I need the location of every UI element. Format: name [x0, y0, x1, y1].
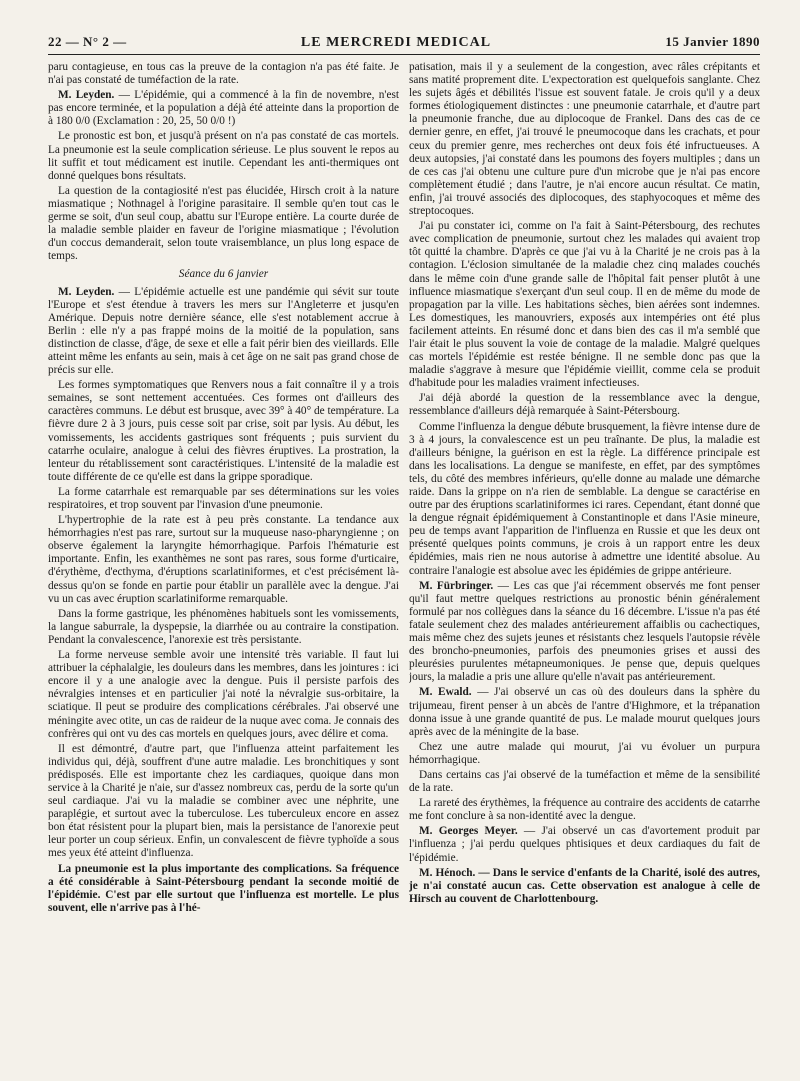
- paragraph: Le pronostic est bon, et jusqu'à présent on n'a pas constaté de cas mortels. La pneumonie est la seule complication sérieuse. Le plus souvent le repos au lit suffit et tout médicament est inutile. Cependant les anti-thermiques ont donné quelques bons résultats.: [48, 130, 399, 182]
- page-header: [48, 34, 760, 55]
- paragraph: [409, 580, 760, 685]
- paragraph: [409, 686, 760, 738]
- paragraph: La pneumonie est la plus importante des complications. Sa fréquence a été considérable à Saint-Pétersbourg pendant la seconde moitié de l'épidémie. C'est par elle surtout que l'influenza est mortelle. Le plus souvent, elle n'arrive pas à l'hé-: [48, 862, 399, 914]
- page-number: 22 — N° 2 —: [48, 34, 127, 49]
- journal-title: LE MERCREDI MEDICAL: [300, 35, 492, 50]
- speaker-name: M. Leyden.: [58, 89, 115, 102]
- paragraph: [48, 286, 399, 378]
- paragraph-text: — Dans le service d'enfants de la Charité, isolé des autres, je n'ai constaté aucun cas. Cette observation est analogue à celle de Hirsch au couvent de Charlottenbourg.: [409, 866, 760, 905]
- paragraph: patisation, mais il y a seulement de la congestion, avec râles crépitants et sans matité proprement dite. L'expectoration est quelquefois sanglante. Chez les sujets âgés et débilités l'issue est souvent fatale. Je crois qu'il y a deux formes étiologiquement distinctes : une pneumonie catarrhale, et d'autre part la pneumonie franche, due au diplocoque de Frankel. Dans des cas de ce dernier genre, en effet, j'ai trouvé le pneumocoque dans les crachats, et pour ceux du premier genre, mes recherches ont deux fois été infructueuses. A deux autopsies, j'ai constaté dans les poumons des foyers multiples ; dans un de ces cas j'ai obtenu une culture pure d'un microbe que je n'ai pas encore complètement étudié ; dans l'autre, je n'ai encore aucun résultat. Ce matin, enfin, j'ai trouvé associés des diplocoques, des staphyocoques et même des streptocoques.: [409, 61, 760, 218]
- paragraph-text: — L'épidémie actuelle est une pandémie qui sévit sur toute l'Europe et s'est étendue à travers les mers sur l'Angleterre et jusqu'en Amérique. Depuis notre dernière séance, elle s'est notablement accrue à Berlin : elle n'y a pas frappé moins de la moitié de la population, sans distinction de classe, d'âge, de sexe et elle a fait périr bien des vieillards. Elle atteint même les enfants au sein, mais à cet âge on ne sait pas grand chose de précis sur elle.: [48, 285, 399, 377]
- paragraph-text: — J'ai observé un cas où des douleurs dans la sphère du trijumeau, firent penser à un abcès de l'antre d'Highmore, et la trépanation donna issue à une grande quantité de pus. Le malade mourut quelques jours après avec de la méningite de la base.: [409, 686, 760, 738]
- section-heading: Séance du 6 janvier: [178, 268, 269, 281]
- paragraph-text: — L'épidémie, qui a commencé à la fin de novembre, n'est pas encore terminée, et la population a déjà été atteinte dans la proportion de à 180 0/0 (Exclamation : 20, 25, 50 0/0 !): [48, 89, 399, 128]
- speaker-name: M. Hénoch.: [419, 866, 476, 879]
- issue-date: 15 Janvier 1890: [665, 34, 760, 49]
- left-column: [48, 61, 399, 1081]
- paragraph: [409, 867, 760, 906]
- paragraph: La question de la contagiosité n'est pas élucidée, Hirsch croit à la nature miasmatique ; Nothnagel à l'origine parasitaire. Il semble qu'en tout cas le germe se soit, d'un seul coup, abattu sur l'Europe entière. La courte durée de la maladie semble plaider en faveur de l'origine miasmatique ; l'évolution d'un coccus demanderait, selon toute vraisemblance, un plus long espace de temps.: [48, 184, 399, 263]
- paragraph: La forme catarrhale est remarquable par ses déterminations sur les voies respiratoires, et trop souvent par l'invasion d'une pneumonie.: [48, 485, 399, 511]
- paragraph: Les formes symptomatiques que Renvers nous a fait connaître il y a trois semaines, se sont nettement accentuées. Ces formes ont d'ailleurs des caractères communs. Le début est brusque, avec 39° à 40° de température. La fièvre dure 2 à 3 jours, puis cesse soit par crise, soit par lysis. Au début, les vomissements, les accidents gastriques sont fréquents ; puis survient du catarrhe oculaire, analogue à celui des fièvres éruptives. La prostration, la lenteur du rétablissement sont caractéristiques. L'intensité de la maladie est toute différente de ce qu'elle est dans la grippe sporadique.: [48, 379, 399, 483]
- paragraph-text: — J'ai observé un cas d'avortement produit par l'influenza ; j'ai perdu quelques phtisiques et deux cardiaques du fait de l'épidémie.: [409, 825, 760, 864]
- paragraph: Dans la forme gastrique, les phénomènes habituels sont les vomissements, la langue saburrale, la dyspepsie, la diarrhée ou au contraire la constipation. Pendant la convalescence, l'anorexie est très persistante.: [48, 607, 399, 646]
- paragraph: paru contagieuse, en tous cas la preuve de la contagion n'a pas été faite. Je n'ai pas constaté de tuméfaction de la rate.: [48, 61, 399, 87]
- paragraph: [48, 89, 399, 128]
- speaker-name: M. Fürbringer.: [419, 579, 494, 592]
- paragraph: L'hypertrophie de la rate est à peu près constante. La tendance aux hémorrhagies n'est pas rare, surtout sur la muqueuse naso-pharyngienne ; on observe également la laryngite hémorrhagique. Parfois l'hématurie est importante. Enfin, les exanthèmes ne sont pas rares, sous forme d'urticaire, d'érythème, d'ecthyma, d'éruptions scarlatiniformes, et c'est précisément là-dessus qu'on se fonde en partie pour établir un parallèle avec la dengue. J'ai vu un cas avec éruption scarlatiniforme remarquable.: [48, 514, 399, 605]
- paragraph: Chez une autre malade qui mourut, j'ai vu évoluer un purpura hémorrhagique.: [409, 740, 760, 766]
- paragraph: J'ai pu constater ici, comme on l'a fait à Saint-Pétersbourg, des rechutes avec complication de pneumonie, surtout chez les malades qui avaient trop tôt quitté la chambre. D'après ce que j'ai vu à la Charité je ne crois pas à la contagion. L'éclosion simultanée de la maladie chez cinq malades couchés dans le même coin d'une grande salle de l'hôpital fait penser plutôt à une influence miasmatique s'exerçant d'un seul coup. Il en de même du mode de propagation par la ville. Les habitations sèches, bien aérées sont indemnes. Les domestiques, les manouvriers, exposés aux intempéries ont été plus facilement atteints. En résumé donc et dans bien des cas il m'a semblé que l'air était le plus souvent la voie de contage de la maladie. Malgré quelques cas mortels l'épidémie est restée bénigne. Il ne semble donc pas que la maladie s'aggrave à mesure que l'épidémie vieillit, comme cela se produit d'habitude pour les maladies vraiment infectieuses.: [409, 220, 760, 390]
- paragraph-text: — Les cas que j'ai récemment observés me font penser qu'il faut mettre quelques restrictions au pronostic bénin généralement formulé par nos collègues dans la séance du 16 décembre. L'issue n'a pas été fatale seulement chez des malades antérieurement affaiblis ou cachectiques, mais même chez des sujets jeunes et résistants chez lesquels l'autopsie révèle des broncho-pneumonies, parfois des pneumonies grises et aussi des pleurésies purulentes métapneumoniques. Je pense que, depuis quelques jours, la maladie a pris une allure qu'elle n'avait pas antérieurement.: [409, 579, 760, 684]
- paragraph: Il est démontré, d'autre part, que l'influenza atteint parfaitement les individus qui, déjà, souffrent d'une autre maladie. Les bronchitiques y sont prédisposés. Elle est importante chez les cardiaques, quoique dans mon service à la Charité je n'aie, sur d'assez nombreux cas, perdu de la sorte qu'un seul cardiaque. J'ai vu la maladie se combiner avec une néphrite, une paraplégie, et surtout avec la tuberculose. Les tuberculeux encore en assez bon état résistent pour la plupart bien, mais la persistance de l'anorexie peut leur porter un coup sérieux. Enfin, un convalescent de fièvre typhoïde a sous mes yeux été atteint d'influenza.: [48, 742, 399, 860]
- speaker-name: M. Ewald.: [419, 686, 472, 699]
- text-columns: [48, 61, 760, 1081]
- speaker-name: M. Georges Meyer.: [419, 825, 518, 838]
- paragraph: La rareté des érythèmes, la fréquence au contraire des accidents de catarrhe me font conclure à sa non-identité avec la dengue.: [409, 797, 760, 823]
- paragraph: [409, 825, 760, 864]
- paragraph: La forme nerveuse semble avoir une intensité très variable. Il faut lui attribuer la céphalalgie, les douleurs dans les membres, dans les jointures : ici encore il y a une analogie avec la dengue. Puis il persiste parfois des névralgies intenses et en particulier j'ai noté la névralgie sus-orbitaire, la sciatique. Il peut se produire des complications cérébrales. J'ai observé une méningite avec otite, un cas de raideur de la nuque avec coma. Je connais des confrères qui ont vu des cas mortels en quelques jours, avec délire et coma.: [48, 649, 399, 740]
- paragraph: J'ai déjà abordé la question de la ressemblance avec la dengue, ressemblance d'ailleurs déjà remarquée à Saint-Pétersbourg.: [409, 392, 760, 418]
- paragraph: Dans certains cas j'ai observé de la tuméfaction et même de la sensibilité de la rate.: [409, 768, 760, 795]
- speaker-name: M. Leyden.: [58, 285, 115, 298]
- paragraph: Comme l'influenza la dengue débute brusquement, la fièvre intense dure de 3 à 4 jours, la convalescence est un peu traînante. De plus, la maladie est d'ailleurs bénigne, la guérison en est la règle. La différence principale est dans les localisations. La dengue se manifeste, en effet, par des symptômes tels, du côté des membres inférieurs, qu'elle donne au malade une démarche raide. Dans la grippe on n'a rien de semblable. La dengue se caractérise en outre par des éruptions scarlatiniformes ici rares. Cependant, étant donné que la dengue régnait épidémiquement à Constantinople et dans l'Asie mineure, peu de temps avant l'apparition de l'influenza en Russie et que les deux ont présenté quelques points communs, je crois à un rapport entre les deux épidémies, mais rien ne nous autorise à admettre une identité absolue. Au contraire l'analogie est absolue avec les épidémies de grippe antérieure.: [409, 420, 760, 577]
- right-column: [409, 61, 760, 1081]
